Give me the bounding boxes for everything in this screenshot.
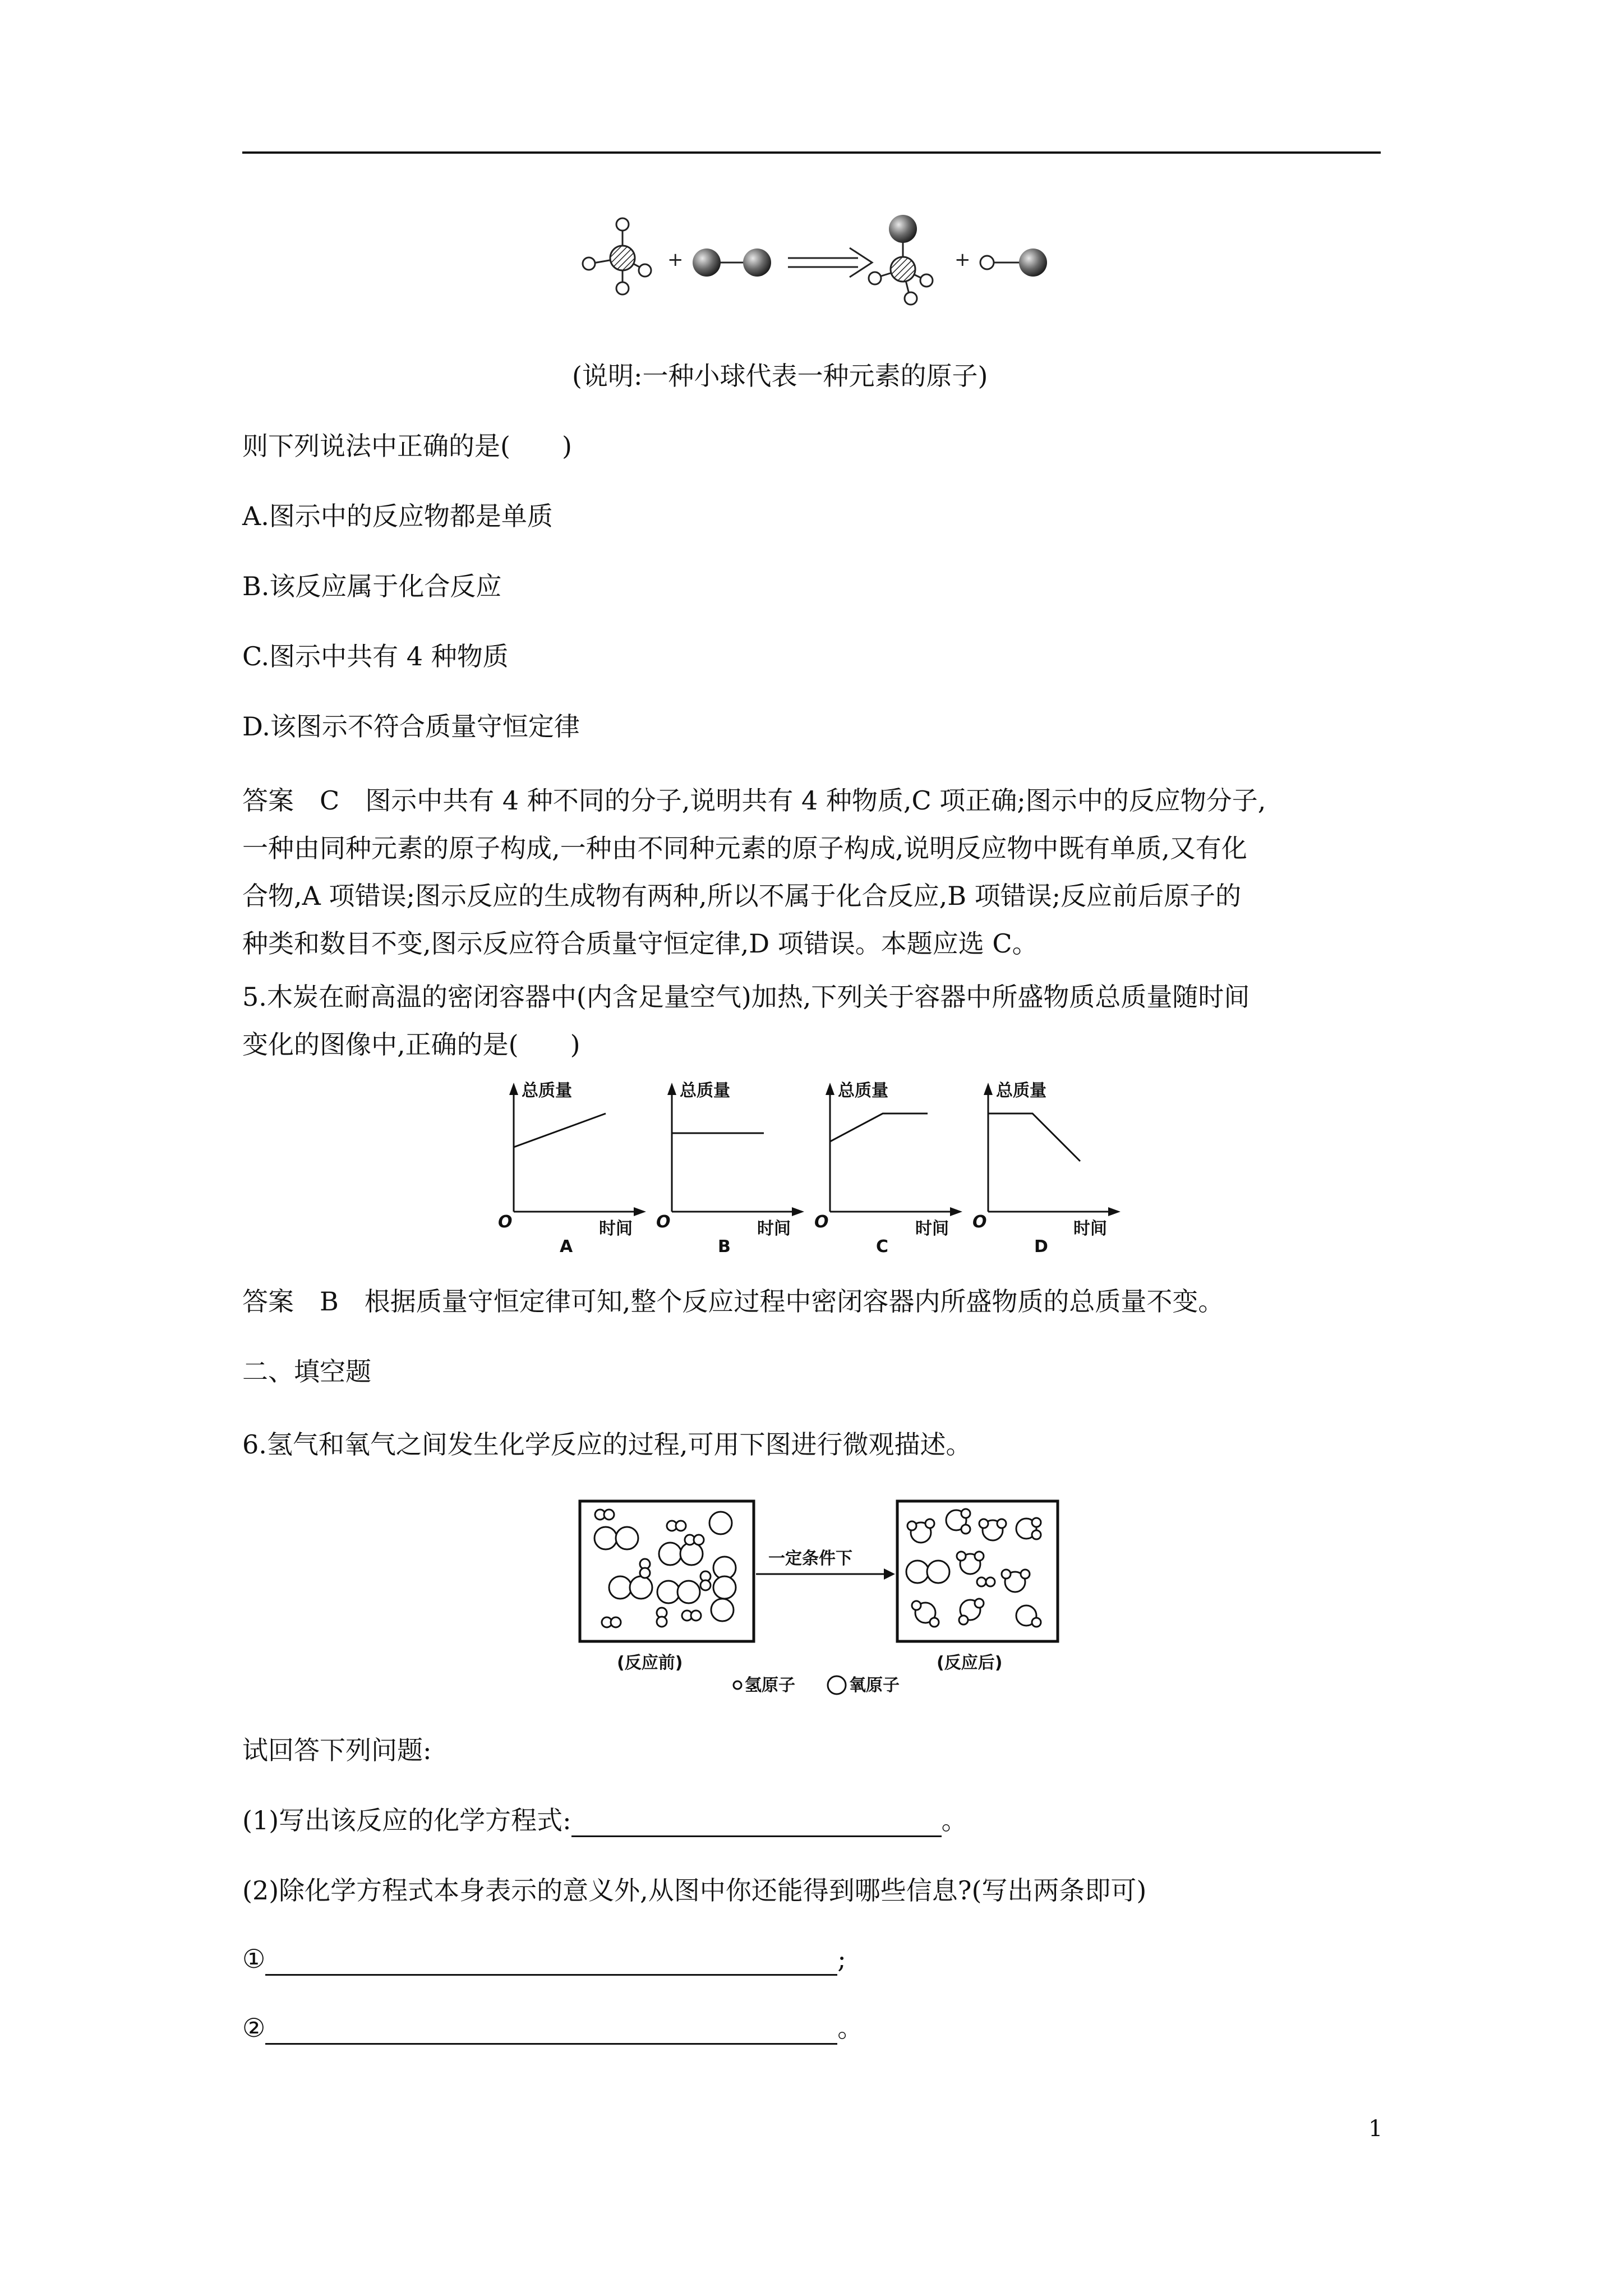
graph-c	[810, 1077, 972, 1257]
q4-option-b: B.该反应属于化合反应	[242, 571, 502, 601]
graph-d-label: D	[1034, 1237, 1048, 1257]
graph-c-origin: O	[814, 1212, 829, 1232]
oxygen-legend-icon	[828, 1676, 846, 1694]
graph-d-origin: O	[972, 1212, 987, 1232]
q6-item1	[242, 1942, 846, 1976]
item1-marker: ①	[242, 1944, 266, 1974]
graph-d-ylabel: 总质量	[996, 1081, 1046, 1101]
reaction-diagram	[578, 213, 1060, 314]
graph-b-ylabel: 总质量	[680, 1081, 730, 1101]
q6-item2	[242, 2011, 863, 2045]
q6-sub2: (2)除化学方程式本身表示的意义外,从图中你还能得到哪些信息?(写出两条即可)	[242, 1875, 1147, 1906]
q6-stem: 6.氢气和氧气之间发生化学反应的过程,可用下图进行微观描述。	[242, 1429, 972, 1460]
item1-end: ;	[837, 1944, 846, 1974]
molecule-ch3cl	[869, 215, 933, 305]
graph-a	[494, 1077, 656, 1257]
graph-b-xlabel: 时间	[757, 1219, 791, 1239]
item2-end: 。	[837, 2013, 864, 2043]
molecule-ch4	[583, 218, 651, 295]
reaction-arrow	[788, 248, 872, 277]
graph-d	[968, 1077, 1131, 1257]
q5-answer: 答案 B 根据质量守恒定律可知,整个反应过程中密闭容器内所盛物质的总质量不变。	[242, 1286, 1224, 1317]
hydrogen-legend-icon	[734, 1681, 741, 1689]
sub1-end: 。	[941, 1805, 967, 1835]
q6-prompt: 试回答下列问题:	[242, 1735, 432, 1765]
q6-sub1	[242, 1803, 967, 1837]
sub1-text: (1)写出该反应的化学方程式:	[242, 1805, 571, 1835]
graph-b-origin: O	[656, 1212, 671, 1232]
molecule-cl2	[693, 249, 771, 277]
q4-answer-line: 种类和数目不变,图示反应符合质量守恒定律,D 项错误。本题应选 C。	[242, 928, 1038, 959]
q4-answer-line: 合物,A 项错误;图示反应的生成物有两种,所以不属于化合反应,B 项错误;反应前后原子的	[242, 881, 1242, 911]
answer-blank-3[interactable]	[265, 2017, 837, 2045]
diagram-caption: (说明:一种小球代表一种元素的原子)	[572, 361, 988, 391]
legend-hydrogen: 氢原子	[745, 1676, 795, 1695]
molecule-hcl	[980, 249, 1047, 277]
q4-answer-line: 答案 C 图示中共有 4 种不同的分子,说明共有 4 种物质,C 项正确;图示中的反应物分子,	[242, 785, 1266, 816]
graph-a-ylabel: 总质量	[522, 1081, 572, 1101]
q4-answer	[242, 777, 1370, 968]
header-rule	[242, 151, 1381, 154]
section-heading: 二、填空题	[242, 1356, 371, 1387]
graph-a-origin: O	[498, 1212, 513, 1232]
graph-c-label: C	[876, 1237, 889, 1257]
q4-question: 则下列说法中正确的是( )	[242, 431, 572, 461]
graph-c-xlabel: 时间	[915, 1219, 949, 1239]
graph-c-ylabel: 总质量	[838, 1081, 888, 1101]
svg-text:+: +	[955, 249, 971, 271]
legend-oxygen: 氧原子	[849, 1676, 900, 1695]
q5-stem	[242, 973, 1370, 1069]
hydrogen-oxygen-figure	[578, 1498, 1060, 1700]
svg-text:+: +	[667, 249, 684, 271]
item2-marker: ②	[242, 2013, 266, 2043]
answer-blank-1[interactable]	[571, 1810, 942, 1837]
q4-option-d: D.该图示不符合质量守恒定律	[242, 711, 580, 742]
after-label: (反应后)	[937, 1653, 1003, 1673]
q4-answer-line: 一种由同种元素的原子构成,一种由不同种元素的原子构成,说明反应物中既有单质,又有化	[242, 833, 1247, 863]
q5-stem-line: 5.木炭在耐高温的密闭容器中(内含足量空气)加热,下列关于容器中所盛物质总质量随时间	[242, 982, 1250, 1012]
before-label: (反应前)	[617, 1653, 683, 1673]
arrow-label: 一定条件下	[768, 1549, 852, 1568]
graph-a-label: A	[560, 1237, 573, 1257]
q4-option-a: A.图示中的反应物都是单质	[242, 501, 553, 531]
graph-d-xlabel: 时间	[1073, 1219, 1107, 1239]
q5-stem-line: 变化的图像中,正确的是( )	[242, 1029, 580, 1060]
q4-option-c: C.图示中共有 4 种物质	[242, 641, 509, 671]
graph-b-label: B	[718, 1237, 731, 1257]
graph-b	[652, 1077, 814, 1257]
page-number: 1	[1368, 2116, 1383, 2142]
answer-blank-2[interactable]	[265, 1948, 837, 1976]
graph-a-xlabel: 时间	[599, 1219, 633, 1239]
